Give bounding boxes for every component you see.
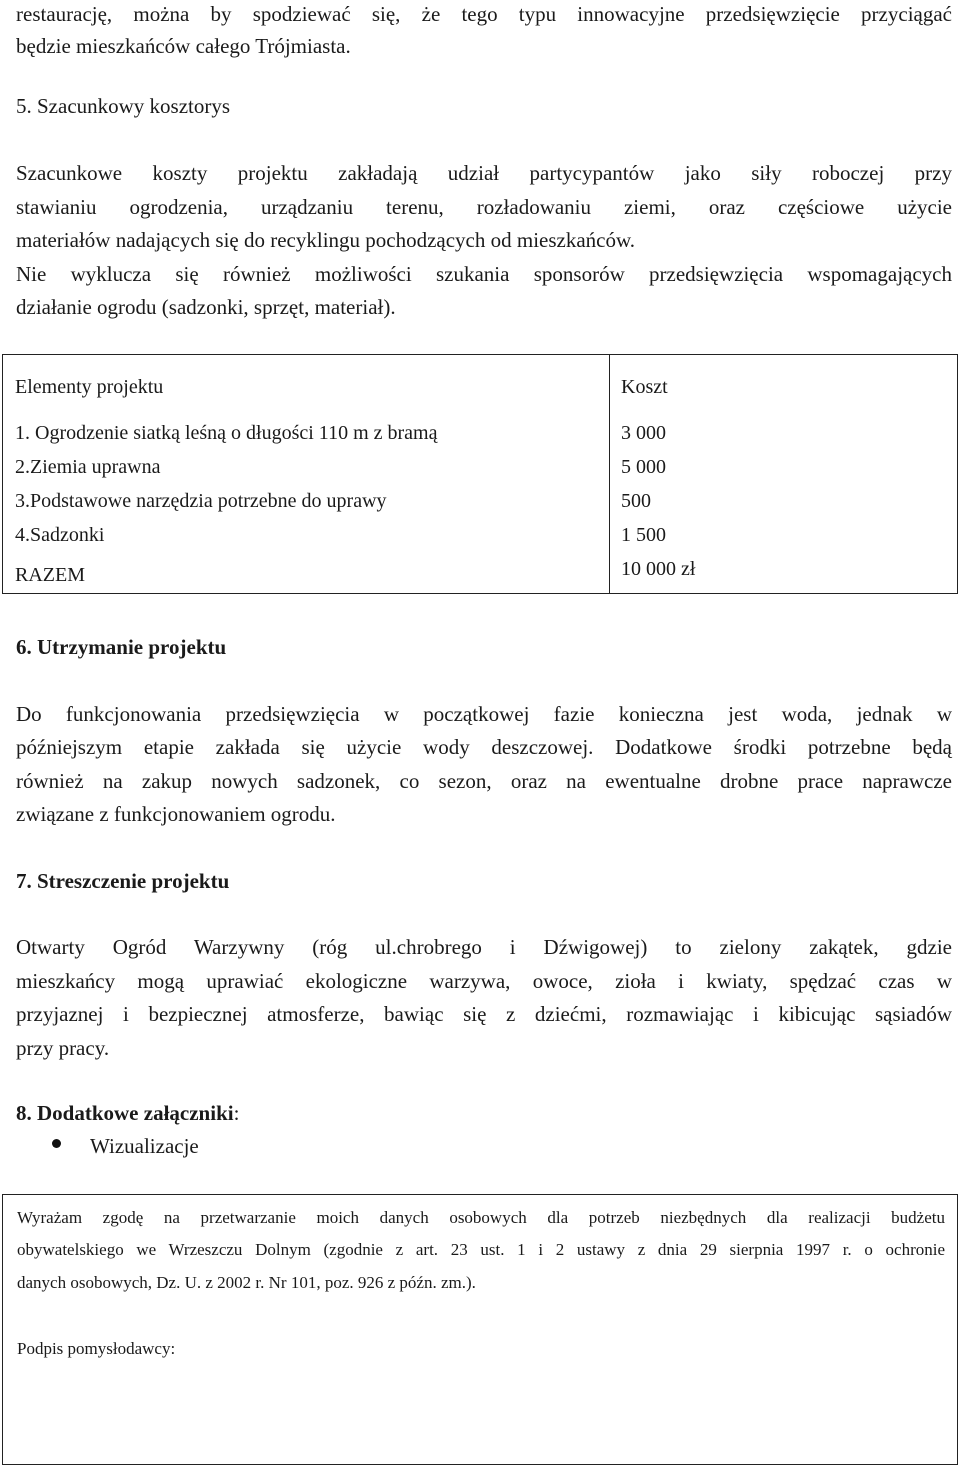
cost-table	[2, 354, 958, 594]
table-row-cost: 5 000	[621, 456, 666, 478]
table-total-label: RAZEM	[15, 564, 85, 586]
section8-heading	[16, 1103, 239, 1124]
consent-box	[2, 1194, 958, 1465]
intro-line-2: będzie mieszkańców całego Trójmiasta.	[16, 34, 351, 58]
section6-line-1: Do funkcjonowania przedsięwzięcia w początkowej fazie konieczna jest woda, jednak w	[16, 702, 952, 726]
section5-line-3: materiałów nadających się do recyklingu pochodzących od mieszkańców.	[16, 228, 636, 252]
table-row-cost: 3 000	[621, 422, 666, 444]
section6-line-2: późniejszym etapie zakłada się użycie wody deszczowej. Dodatkowe środki potrzebne będą	[16, 735, 952, 759]
section6-line-3: również na zakup nowych sadzonek, co sezon, oraz na ewentualne drobne prace naprawcze	[16, 769, 952, 793]
section7-line-2: mieszkańcy mogą uprawiać ekologiczne warzywa, owoce, zioła i kwiaty, spędzać czas w	[16, 969, 952, 993]
table-row-item: 2.Ziemia uprawna	[15, 456, 161, 478]
section6-line-4: związane z funkcjonowaniem ogrodu.	[16, 802, 336, 826]
section8-heading-text: 8. Dodatkowe załączniki	[16, 1101, 234, 1125]
consent-line-1: Wyrażam zgodę na przetwarzanie moich danych osobowych dla potrzeb niezbędnych dla realizacji budżetu	[17, 1208, 945, 1227]
section7-heading: 7. Streszczenie projektu	[16, 869, 230, 893]
section8-heading-colon: :	[233, 1101, 240, 1125]
table-header-item: Elementy projektu	[15, 376, 164, 398]
table-row-item: 4.Sadzonki	[15, 524, 105, 546]
intro-line-1: restaurację, można by spodziewać się, że tego typu innowacyjne przedsięwzięcie przyciągać	[16, 2, 952, 26]
table-column-divider	[609, 355, 610, 593]
bullet-icon	[52, 1139, 61, 1148]
consent-line-2: obywatelskiego we Wrzeszczu Dolnym (zgodnie z art. 23 ust. 1 i 2 ustawy z dnia 29 sierpnia 1997 r. o ochronie	[17, 1240, 945, 1259]
attachment-item: Wizualizacje	[90, 1134, 199, 1158]
table-total-value: 10 000 zł	[621, 558, 696, 580]
section5-line-1: Szacunkowe koszty projektu zakładają udział partycypantów jako siły roboczej przy	[16, 161, 952, 185]
section6-heading: 6. Utrzymanie projektu	[16, 635, 227, 659]
table-header-cost: Koszt	[621, 376, 668, 398]
section7-line-4: przy pracy.	[16, 1036, 110, 1060]
section5-line-5: działanie ogrodu (sadzonki, sprzęt, materiał).	[16, 295, 396, 319]
section5-line-4: Nie wyklucza się również możliwości szukania sponsorów przedsięwzięcia wspomagających	[16, 262, 952, 286]
section7-line-3: przyjaznej i bezpiecznej atmosferze, bawiąc się z dziećmi, rozmawiając i kibicując sąsiadów	[16, 1002, 952, 1026]
section5-line-2: stawianiu ogrodzenia, urządzaniu terenu, rozładowaniu ziemi, oraz częściowe użycie	[16, 195, 952, 219]
signature-label: Podpis pomysłodawcy:	[17, 1339, 176, 1358]
table-row-item: 3.Podstawowe narzędzia potrzebne do uprawy	[15, 490, 387, 512]
table-row-item: 1. Ogrodzenie siatką leśną o długości 110 m z bramą	[15, 422, 438, 444]
table-row-cost: 1 500	[621, 524, 666, 546]
section7-line-1: Otwarty Ogród Warzywny (róg ul.chrobrego i Dźwigowej) to zielony zakątek, gdzie	[16, 935, 952, 959]
consent-line-3: danych osobowych, Dz. U. z 2002 r. Nr 101, poz. 926 z późn. zm.).	[17, 1273, 476, 1292]
table-row-cost: 500	[621, 490, 651, 512]
section5-heading: 5. Szacunkowy kosztorys	[16, 94, 231, 118]
